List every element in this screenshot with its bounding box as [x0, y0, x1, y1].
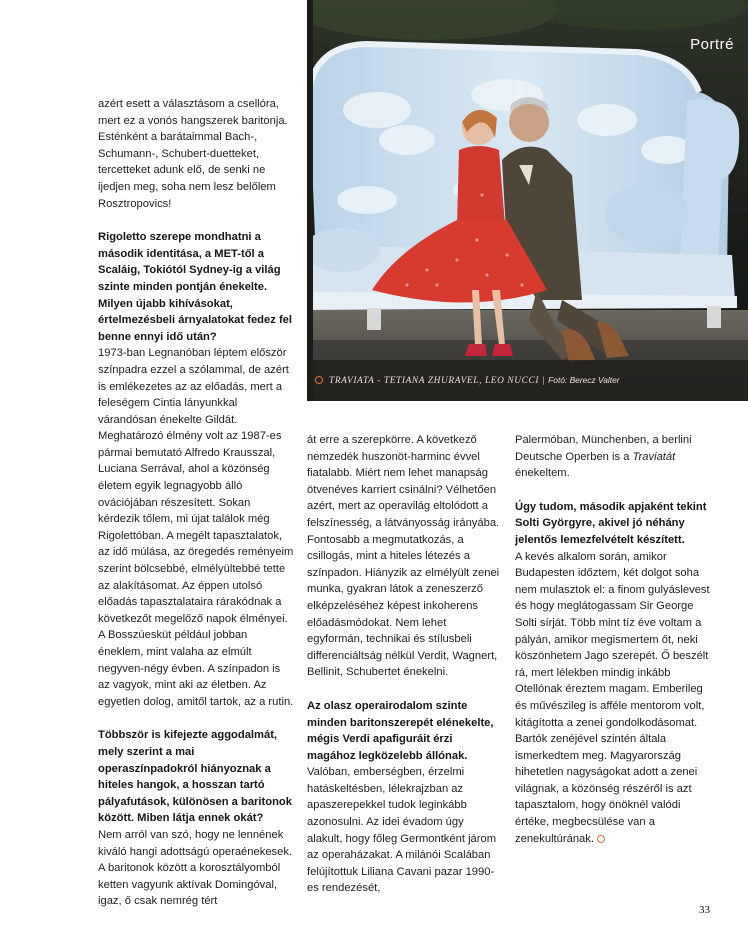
column-2	[307, 432, 501, 897]
answer-continued-text: Palermóban, Münchenben, a berlini Deutsche Operben is a	[515, 434, 692, 463]
answer-solti	[515, 549, 715, 848]
answer-continued-end: énekeltem.	[515, 467, 570, 480]
caption-circle-icon	[315, 376, 323, 384]
answer-voices-continued: át erre a szerepkörre. A következő nemzedék huszonöt-harminc évvel fiatalabb. Miért nem lehet manapság ötvenéves karriert csinálni? Vélhetően azért, mert az operavilág eltolódott a felszínesség, a látványosság irányába. Fontosabb a megmutatkozás, a csillogás, mint a hiteles létezés a színpadon. Hiányzik az elmélyült zenei munka, gyakran látok a zeneszerző elképzeléséhez képest inkoherens előadásmódokat. Nem lehet egyformán, technikai és stílusbeli differenciáltság nélkül Verdit, Wagnert, Bellinit, Schubertet énekelni.	[307, 434, 500, 679]
stage-photo-illustration	[307, 0, 748, 401]
paragraph-intro: azért esett a választásom a csellóra, mert ez a vonós hangszerek baritonja. Esténként a barátaimmal Bach-, Schumann-, Schubert-duetteket, tercetteket adunk elő, de senki ne ijedjen meg, soha nem lesz belőlem Rosztropovics!	[98, 98, 288, 210]
question-verdi-fathers: Az olasz operairodalom szinte minden baritonszerepét elénekelte, mégis Verdi apafiguráit érzi magához legközelebb állónak.	[307, 699, 494, 762]
page-number: 33	[699, 904, 710, 916]
photo-caption	[315, 375, 620, 386]
stage-photo	[307, 0, 748, 401]
answer-rigoletto: 1973-ban Legnanóban léptem először színpadra ezzel a szólammal, de azért is emlékezetes az az előadás, mert a feleségem Cintia lányunkkal várandósan énekelte Gildát. Meghatározó élmény volt az 1987-es pármai bemutató Alfredo Krausszal, Luciana Serrával, ahol a közönség életem egyik legnagyobb álló ovációjában részesített. Sokan kérdezik tőlem, mi újat találok még Rigolettóban. A megélt tapasztalatok, az idő múlása, az öregedés reményeim szerint bölcsebbé, elmélyültebbé tette az alakításomat. Az éppen utolsó előadás tapasztalataira rárakódnak a következőt megelőző napok élményei. A Bosszúesküt például jobban éneklem, mint valaha az elmúlt negyven-négy évben. A színpadon is az vagyok, mint aki az életben. Az egyetlen dolog, amitől tartok, az a rutin.	[98, 347, 294, 708]
caption-separator: |	[542, 376, 546, 386]
answer-voices: Nem arról van szó, hogy ne lennének kiváló hangi adottságú operaénekesek. A baritonok között a korosztályomból ketten vagyunk aktívak Domingóval, igaz, ő csak nemrég tért	[98, 828, 293, 908]
caption-credit: Fotó: Berecz Valter	[548, 375, 620, 385]
answer-verdi-fathers: Valóban, emberségben, érzelmi hatáskeltésben, lélekrajzban az apaszerepekkel tudok leginkább azonosulni. Az idei évadom úgy alakult, hogy főleg Germontként járom az operaházakat. A milánói Scalában felújítottuk Liliana Cavani pazar 1990-es rendezését,	[307, 766, 497, 895]
opera-title: Traviatát	[632, 450, 676, 463]
section-label: Portré	[690, 36, 734, 53]
answer-solti-text: A kevés alkalom során, amikor Budapesten időztem, két dolgot soha nem mulasztok el: a finom gulyáslevest és hogy meglátogassam Sir George Solti sírját. Több mint tíz éve voltam a pályán, amikor megismertem őt, neki köszönhetem Jago szerepét. Ő beszélt rá, mert lélekben mindig inkább Otellónak éreztem magam. Emberileg és művészileg is afféle mentorom volt, kitágította a zenei gondolkodásomat. Bartók zenéjével szintén általa ismerkedtem meg. Magyarország hihetetlen nagyságokat adott a zenei világnak, a közönség részéről is azt tapasztalom, hogy önöknél valódi értéke, megbecsülése van a zenekultúrának.	[515, 550, 710, 845]
caption-title: TRAVIATA - TETIANA ZHURAVEL, LEO NUCCI	[329, 376, 540, 386]
column-3	[515, 432, 715, 847]
question-voices: Többször is kifejezte aggodalmát, mely szerint a mai operaszínpadokról hiányoznak a hiteles hangok, a hosszan tartó pályafutások, különösen a baritonok között. Miben látja ennek okát?	[98, 729, 292, 825]
end-of-article-icon	[597, 835, 605, 843]
answer-verdi-fathers-continued	[515, 432, 715, 482]
question-rigoletto: Rigoletto szerepe mondhatni a második identitása, a MET-től a Scaláig, Tokiótól Sydney-ig a világ szinte minden pontján énekelte. Milyen újabb kihívásokat, értelmezésbeli árnyalatokat fedez fel benne ennyi idő után?	[98, 231, 293, 343]
question-solti: Úgy tudom, második apjaként tekint Solti Györgyre, akivel jó néhány jelentős lemezfelvételt készített.	[515, 500, 707, 546]
column-1	[98, 96, 294, 910]
